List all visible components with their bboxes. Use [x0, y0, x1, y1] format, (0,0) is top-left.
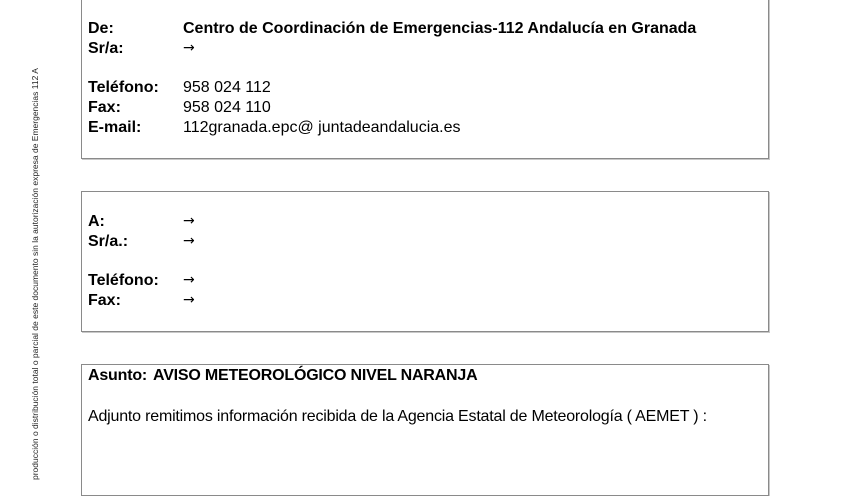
telefono-value: 958 024 112: [183, 79, 271, 96]
arrow-right-icon: →: [183, 213, 195, 229]
recipient-box: [81, 191, 769, 332]
email-value[interactable]: 112granada.epc@ juntadeandalucia.es: [183, 119, 461, 136]
sender-box: [81, 0, 769, 159]
sra-label: Sr/a:: [88, 40, 124, 57]
fax-label: Fax:: [88, 292, 121, 309]
telefono-label: Teléfono:: [88, 79, 159, 96]
de-label: De:: [88, 20, 114, 37]
fax-value: 958 024 110: [183, 99, 271, 116]
arrow-right-icon: →: [183, 272, 195, 288]
vertical-copyright-note: producción o distribución total o parcial de este documento sin la autorización expresa de Emergencias 112 A: [30, 68, 40, 480]
a-label: A:: [88, 213, 105, 230]
subject-label: Asunto:: [88, 367, 148, 384]
subject-value: AVISO METEOROLÓGICO NIVEL NARANJA: [153, 367, 478, 384]
arrow-right-icon: →: [183, 292, 195, 308]
sra-label: Sr/a.:: [88, 233, 129, 250]
subject-line: [88, 367, 477, 385]
subject-box: [81, 364, 769, 496]
fax-label: Fax:: [88, 99, 121, 116]
email-label: E-mail:: [88, 119, 142, 136]
arrow-right-icon: →: [183, 233, 195, 249]
subject-body: Adjunto remitimos información recibida de la Agencia Estatal de Meteorología ( AEMET ) :: [88, 408, 707, 425]
arrow-right-icon: →: [183, 40, 195, 56]
telefono-label: Teléfono:: [88, 272, 159, 289]
de-value: Centro de Coordinación de Emergencias-112 Andalucía en Granada: [183, 20, 697, 37]
